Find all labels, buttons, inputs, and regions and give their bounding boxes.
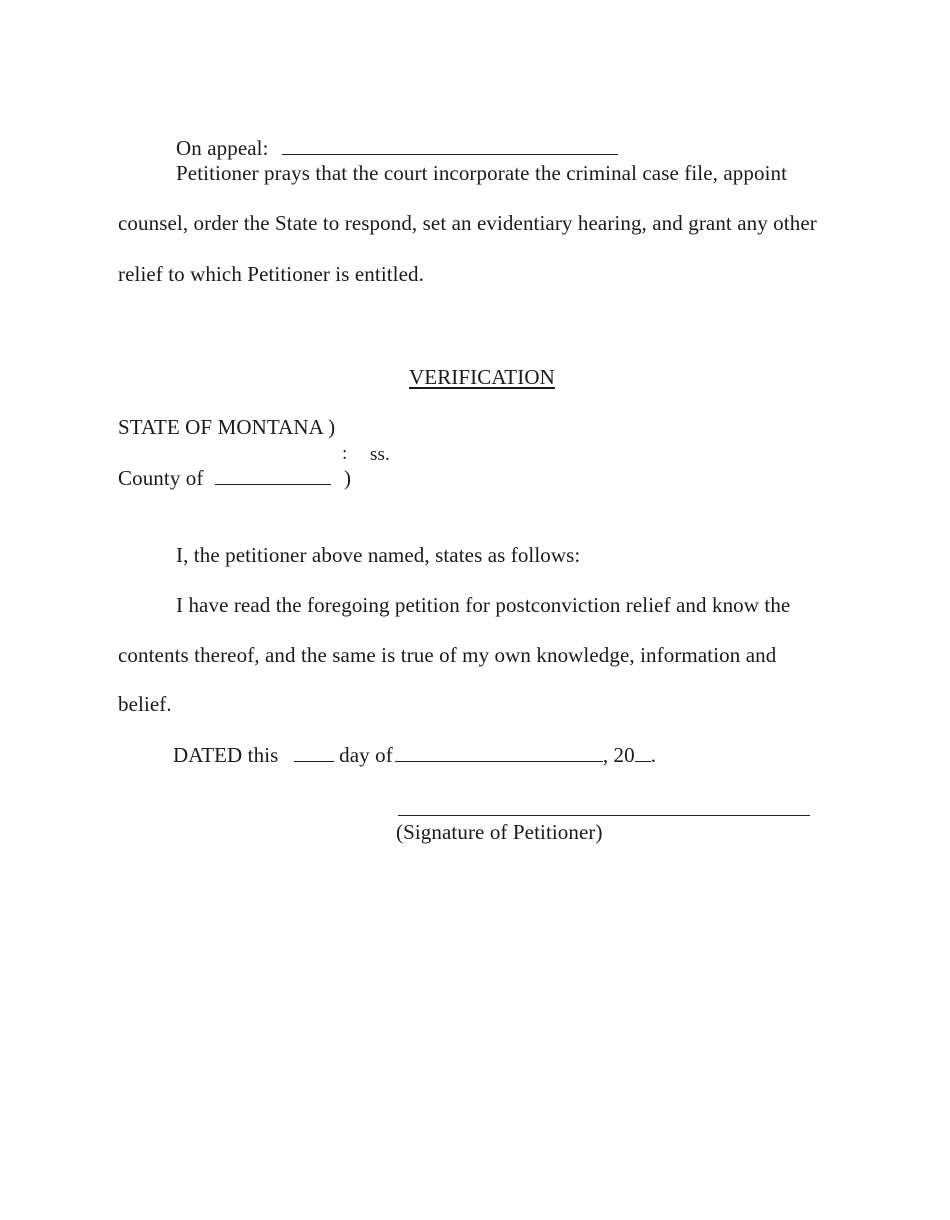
verification-heading: VERIFICATION (409, 365, 555, 389)
county-blank (215, 466, 331, 485)
prayer-line-2: counsel, order the State to respond, set an evidentiary hearing, and grant any other (118, 211, 817, 235)
dated-period: . (650, 743, 657, 767)
venue-ss: ss. (370, 444, 390, 465)
on-appeal-line (176, 136, 618, 160)
dated-line (173, 743, 656, 767)
dated-month-blank (395, 743, 603, 762)
dated-day-blank (294, 743, 334, 762)
county-label: County of (118, 466, 204, 490)
verification-intro: I, the petitioner above named, states as follows: (176, 543, 581, 567)
venue-colon: : (342, 443, 348, 464)
state-of-montana: STATE OF MONTANA ) (118, 415, 336, 439)
dated-year-prefix: , 20 (602, 743, 635, 767)
prayer-line-1: Petitioner prays that the court incorporate the criminal case file, appoint (176, 161, 788, 185)
on-appeal-label: On appeal: (176, 136, 269, 160)
verification-body-line-3: belief. (118, 692, 172, 716)
verification-body-line-1: I have read the foregoing petition for postconviction relief and know the (176, 593, 791, 617)
dated-prefix: DATED this (173, 743, 279, 767)
county-paren: ) (344, 466, 352, 490)
signature-caption: (Signature of Petitioner) (396, 820, 603, 844)
on-appeal-blank (282, 136, 618, 155)
dated-year-blank (635, 743, 651, 762)
county-line (118, 466, 331, 490)
verification-body-line-2: contents thereof, and the same is true of my own knowledge, information and (118, 643, 777, 667)
dated-day-of: day of (339, 743, 393, 767)
prayer-line-3: relief to which Petitioner is entitled. (118, 262, 424, 286)
signature-line (398, 815, 810, 816)
